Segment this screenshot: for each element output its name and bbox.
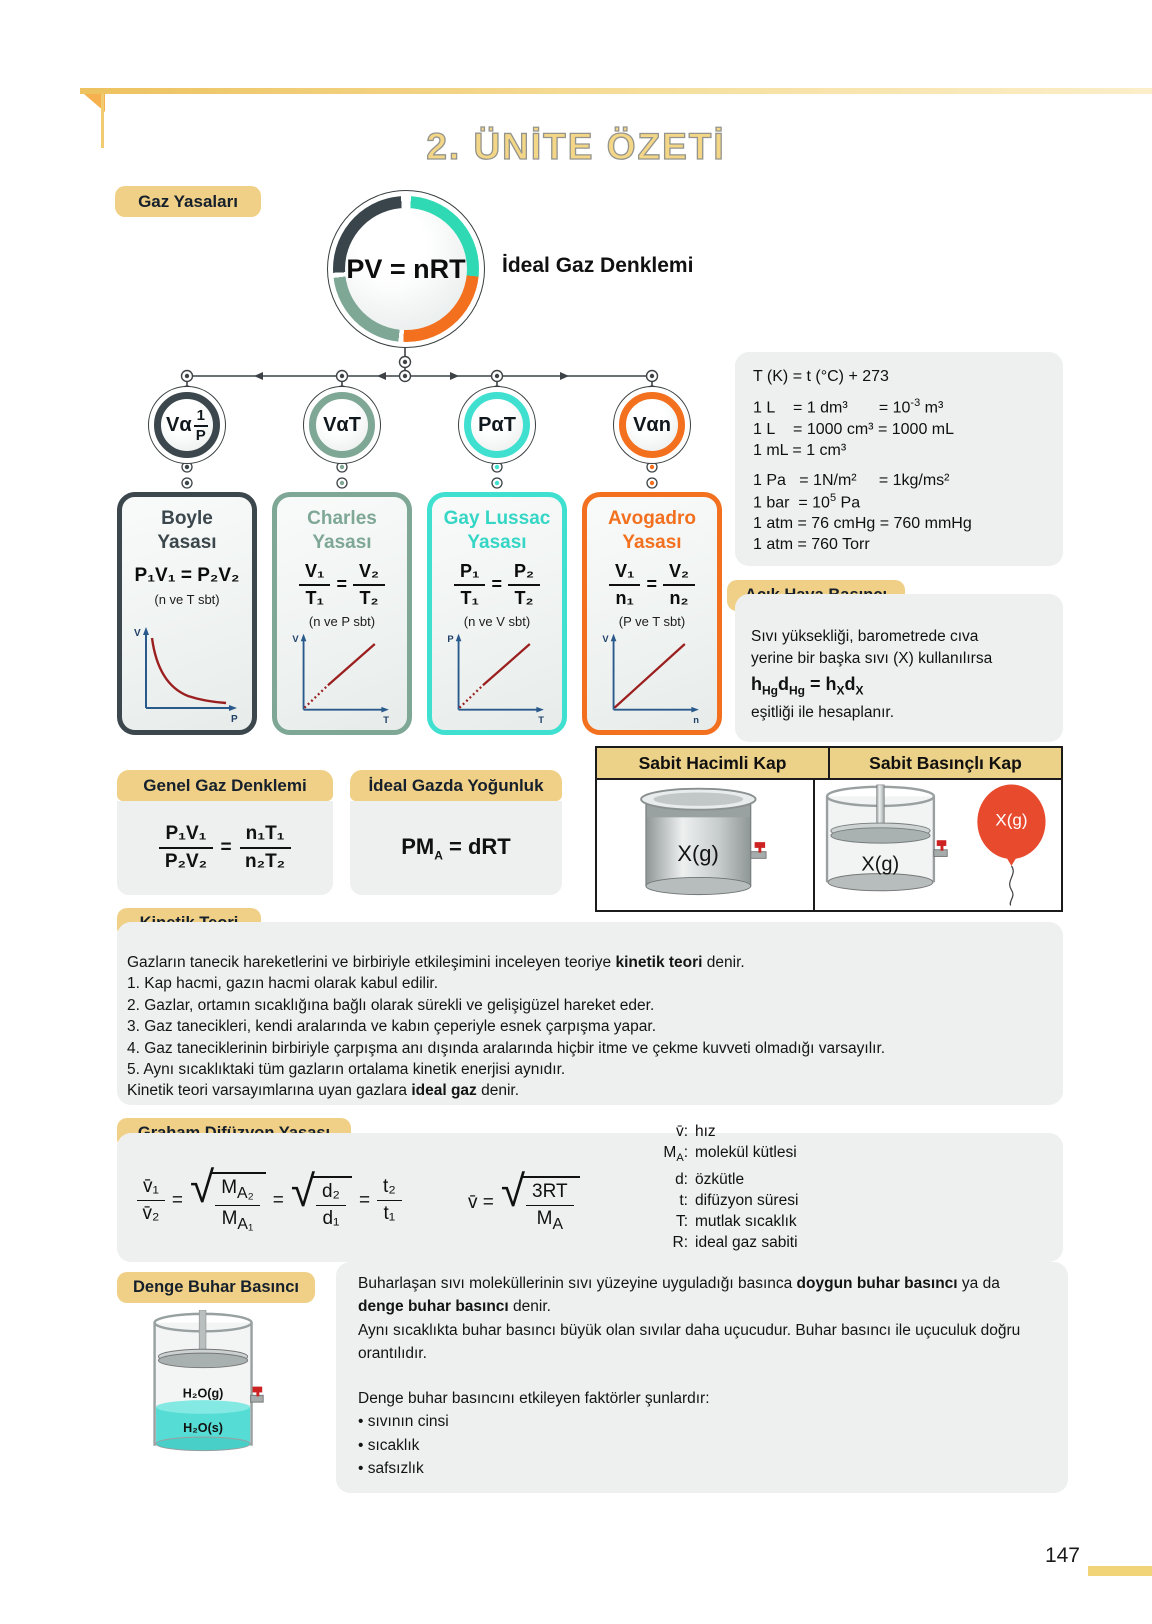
gas-density-badge: İdeal Gazda Yoğunluk	[350, 770, 562, 801]
boyle-law-constraint: (n ve T sbt)	[154, 591, 220, 607]
boyle-graph	[130, 622, 244, 726]
list-item: • sıvının cinsi	[358, 1410, 1048, 1433]
svg-text:V: V	[292, 633, 299, 644]
svg-text:V: V	[602, 633, 609, 644]
svg-text:n: n	[693, 714, 699, 725]
boyle-law-formula: P₁V₁ = P₂V₂	[134, 564, 240, 586]
balloon-illustration	[965, 783, 1061, 907]
fixed-pressure-header: Sabit Basınçlı Kap	[828, 748, 1061, 778]
graham-definitions: v̄: hız $M_A$: molekül kütlesi d: özkütle t: difüzyon süresi T: mutlak sıcaklık R: ideal gaz sabiti	[663, 1123, 799, 1252]
charles-law-constraint: (n ve P sbt)	[308, 613, 376, 629]
avogadro-law-title: Avogadro Yasası	[608, 508, 696, 553]
boyle-law-title: Boyle Yasası	[157, 508, 217, 553]
kinetic-line: Gazların tanecik hareketlerini ve birbiriyle etkileşimini inceleyen teoriye kinetik teori denir.	[127, 954, 745, 971]
gaylussac-law-formula: $\frac{\text{P₁}}{\text{T₁}}$ = $\frac{\text{P₂}}{\text{T₂}}$	[454, 561, 540, 609]
kinetic-theory-panel	[117, 922, 1063, 1105]
charles-curve-dotted	[305, 685, 328, 708]
gaylussac-law-title: Gay Lussac Yasası	[443, 508, 551, 553]
boyle-proportion-fraction: 1 P	[194, 408, 208, 443]
page-number: 147	[1044, 1544, 1080, 1567]
vapor-pressure-badge: Denge Buhar Basıncı	[117, 1272, 315, 1303]
conversion-line: 1 mL = 1 cm³	[753, 441, 847, 459]
unit-conversions-panel	[735, 352, 1063, 566]
svg-text:T: T	[538, 714, 544, 725]
general-gas-lhs: $\frac{\text{P₁V₁}}{\text{P₂V₂}}$	[159, 823, 212, 873]
avogadro-law-constraint: (P ve T sbt)	[618, 613, 686, 629]
svg-text:P: P	[231, 714, 238, 725]
list-item: • safsızlık	[358, 1457, 1048, 1480]
kinetic-line: 5. Aynı sıcaklıktaki tüm gazların ortalama kinetik enerjisi aynıdır.	[127, 1061, 566, 1079]
boyle-law-card	[117, 492, 257, 735]
gaylussac-law-constraint: (n ve V sbt)	[463, 613, 531, 629]
conversion-line: 1 L = 1000 cm³ = 1000 mL	[753, 420, 955, 438]
fixed-volume-cell	[597, 780, 813, 910]
gaylussac-law-card	[427, 492, 567, 735]
charles-graph	[285, 629, 399, 727]
page-title: 2. ÜNİTE ÖZETİ	[426, 126, 726, 167]
beaker-liquid-label: H₂O(s)	[183, 1421, 224, 1436]
avogadro-curve	[615, 644, 685, 708]
valve-icon	[934, 840, 947, 856]
sqrt-mass-ratio: √ $\frac{M_{A_2}}{M_{A_1}}$	[190, 1168, 266, 1234]
vessels-table	[595, 746, 1063, 912]
boyle-curve	[152, 638, 226, 703]
connector-lines	[187, 348, 652, 393]
gaylussac-graph	[440, 629, 554, 727]
gas-label: X(g)	[676, 841, 719, 867]
gas-density-panel	[350, 801, 562, 895]
fixed-volume-header: Sabit Hacimli Kap	[597, 748, 828, 778]
page-number-bar	[1088, 1566, 1152, 1576]
fixed-pressure-cell	[813, 780, 1061, 910]
kinetic-line: 2. Gazlar, ortamın sıcaklığına bağlı olarak sürekli ve gelişigüzel hareket eder.	[127, 996, 655, 1014]
charles-curve	[328, 644, 375, 685]
graham-main-formula: $\frac{\text{v̄₁}}{\text{v̄₂}}$ = √ $\frac{M_{A_2}}{M_{A_1}}$ = √ $\frac{\text{d₂}}{\text{d₁}}$ = $\frac{\text{t₂}}{\text{t₁}}$	[137, 1168, 402, 1234]
balloon-gas-label: X(g)	[995, 810, 1028, 830]
conversion-line: 1 Pa = 1N/m² = 1kg/ms²	[753, 471, 950, 489]
gas-laws-badge: Gaz Yasaları	[115, 186, 261, 217]
general-gas-panel: $\frac{\text{P₁V₁}}{\text{P₂V₂}}$ = $\frac{\text{n₁T₁}}{\text{n₂T₂}}$	[117, 801, 333, 895]
gaylussac-curve-dotted	[460, 685, 483, 708]
circle-charles-proportion: VαT	[303, 386, 381, 464]
svg-text:P: P	[447, 633, 454, 644]
circle-boyle-proportion	[148, 386, 226, 464]
avogadro-law-card	[582, 492, 722, 735]
boyle-proportion-prefix: Vα	[166, 413, 192, 436]
charles-law-card	[272, 492, 412, 735]
balloon-string	[1010, 866, 1014, 906]
sqrt-density-ratio: √ $\frac{\text{d₂}}{\text{d₁}}$	[291, 1172, 352, 1230]
sqrt-speed: √ $\frac{3RT}{M_A}$	[501, 1172, 580, 1234]
avogadro-graph	[595, 629, 709, 727]
vapor-beaker-illustration	[140, 1310, 270, 1470]
vapor-factors-list	[358, 1410, 1048, 1480]
conversion-line: 1 atm = 760 Torr	[753, 536, 870, 554]
vapor-paragraph: Buharlaşan sıvı moleküllerinin sıvı yüzeyine uyguladığı basınca doygun buhar basıncı ya da denge buhar basıncı denir.	[358, 1275, 1000, 1316]
kinetic-line: 4. Gaz taneciklerinin birbiriyle çarpışma anı dışında aralarında hiçbir itme ve çekme kuvveti olmadığı varsayılır.	[127, 1039, 886, 1057]
list-item: • sıcaklık	[358, 1434, 1048, 1457]
gas-label: X(g)	[861, 853, 900, 876]
ideal-gas-caption: İdeal Gaz Denklemi	[502, 254, 694, 277]
kinetic-line: Kinetik teori varsayımlarına uyan gazlara ideal gaz denir.	[127, 1082, 520, 1100]
barometer-formula: $h_{Hg}d_{Hg} = h_Xd_X$	[751, 674, 864, 698]
vapor-paragraph: Denge buhar basıncını etkileyen faktörler şunlardır:	[358, 1390, 710, 1407]
kinetic-line: 1. Kap hacmi, gazın hacmi olarak kabul edilir.	[127, 975, 439, 993]
valve-icon	[750, 842, 765, 858]
circle-gaylussac-proportion: PαT	[458, 386, 536, 464]
closed-vessel-illustration	[618, 783, 793, 907]
conversion-line: 1 L = 1 dm³ = $10^{-3}$ m³	[753, 397, 944, 417]
conversion-line: T (K) = t (°C) + 273	[753, 368, 889, 385]
graham-speed-formula: v̄ = √ $\frac{3RT}{M_A}$	[468, 1172, 580, 1234]
beaker-gas-label: H₂O(g)	[182, 1386, 224, 1401]
avogadro-law-formula: $\frac{\text{V₁}}{\text{n₁}}$ = $\frac{\text{V₂}}{\text{n₂}}$	[609, 561, 695, 609]
conversion-line: 1 atm = 76 cmHg = 760 mmHg	[753, 515, 972, 533]
general-gas-badge: Genel Gaz Denklemi	[117, 770, 333, 801]
general-gas-rhs: $\frac{\text{n₁T₁}}{\text{n₂T₂}}$	[240, 823, 291, 873]
top-gold-bar	[80, 88, 1152, 94]
charles-law-title: Charles Yasası	[307, 508, 377, 553]
ideal-gas-circle	[327, 190, 485, 348]
ideal-gas-formula: PV = nRT	[345, 208, 467, 330]
vapor-paragraph: Aynı sıcaklıkta buhar basıncı büyük olan sıvılar daha uçucudur. Buhar basıncı ile uçuculuk doğru orantılıdır.	[358, 1321, 1021, 1362]
conversion-line: 1 bar = $10^5$ Pa	[753, 491, 861, 512]
gas-density-formula: $PM_A$ = dRT	[401, 833, 511, 863]
circle-avogadro-proportion: Vαn	[613, 386, 691, 464]
open-air-pressure-panel: Sıvı yüksekliği, barometrede cıva yerine bir başka sıvı (X) kullanılırsa $h_{Hg}d_{Hg} = h_Xd_X$ eşitliği ile hesaplanır.	[735, 594, 1063, 742]
svg-text:T: T	[383, 714, 389, 725]
svg-text:V: V	[134, 628, 141, 639]
gaylussac-curve	[483, 644, 530, 685]
kinetic-line: 3. Gaz tanecikleri, kendi aralarında ve kabın çeperiyle esnek çarpışma yapar.	[127, 1018, 656, 1036]
charles-law-formula: $\frac{\text{V₁}}{\text{T₁}}$ = $\frac{\text{V₂}}{\text{T₂}}$	[299, 561, 385, 609]
piston-vessel-illustration	[815, 783, 965, 907]
vapor-pressure-panel	[336, 1262, 1068, 1493]
